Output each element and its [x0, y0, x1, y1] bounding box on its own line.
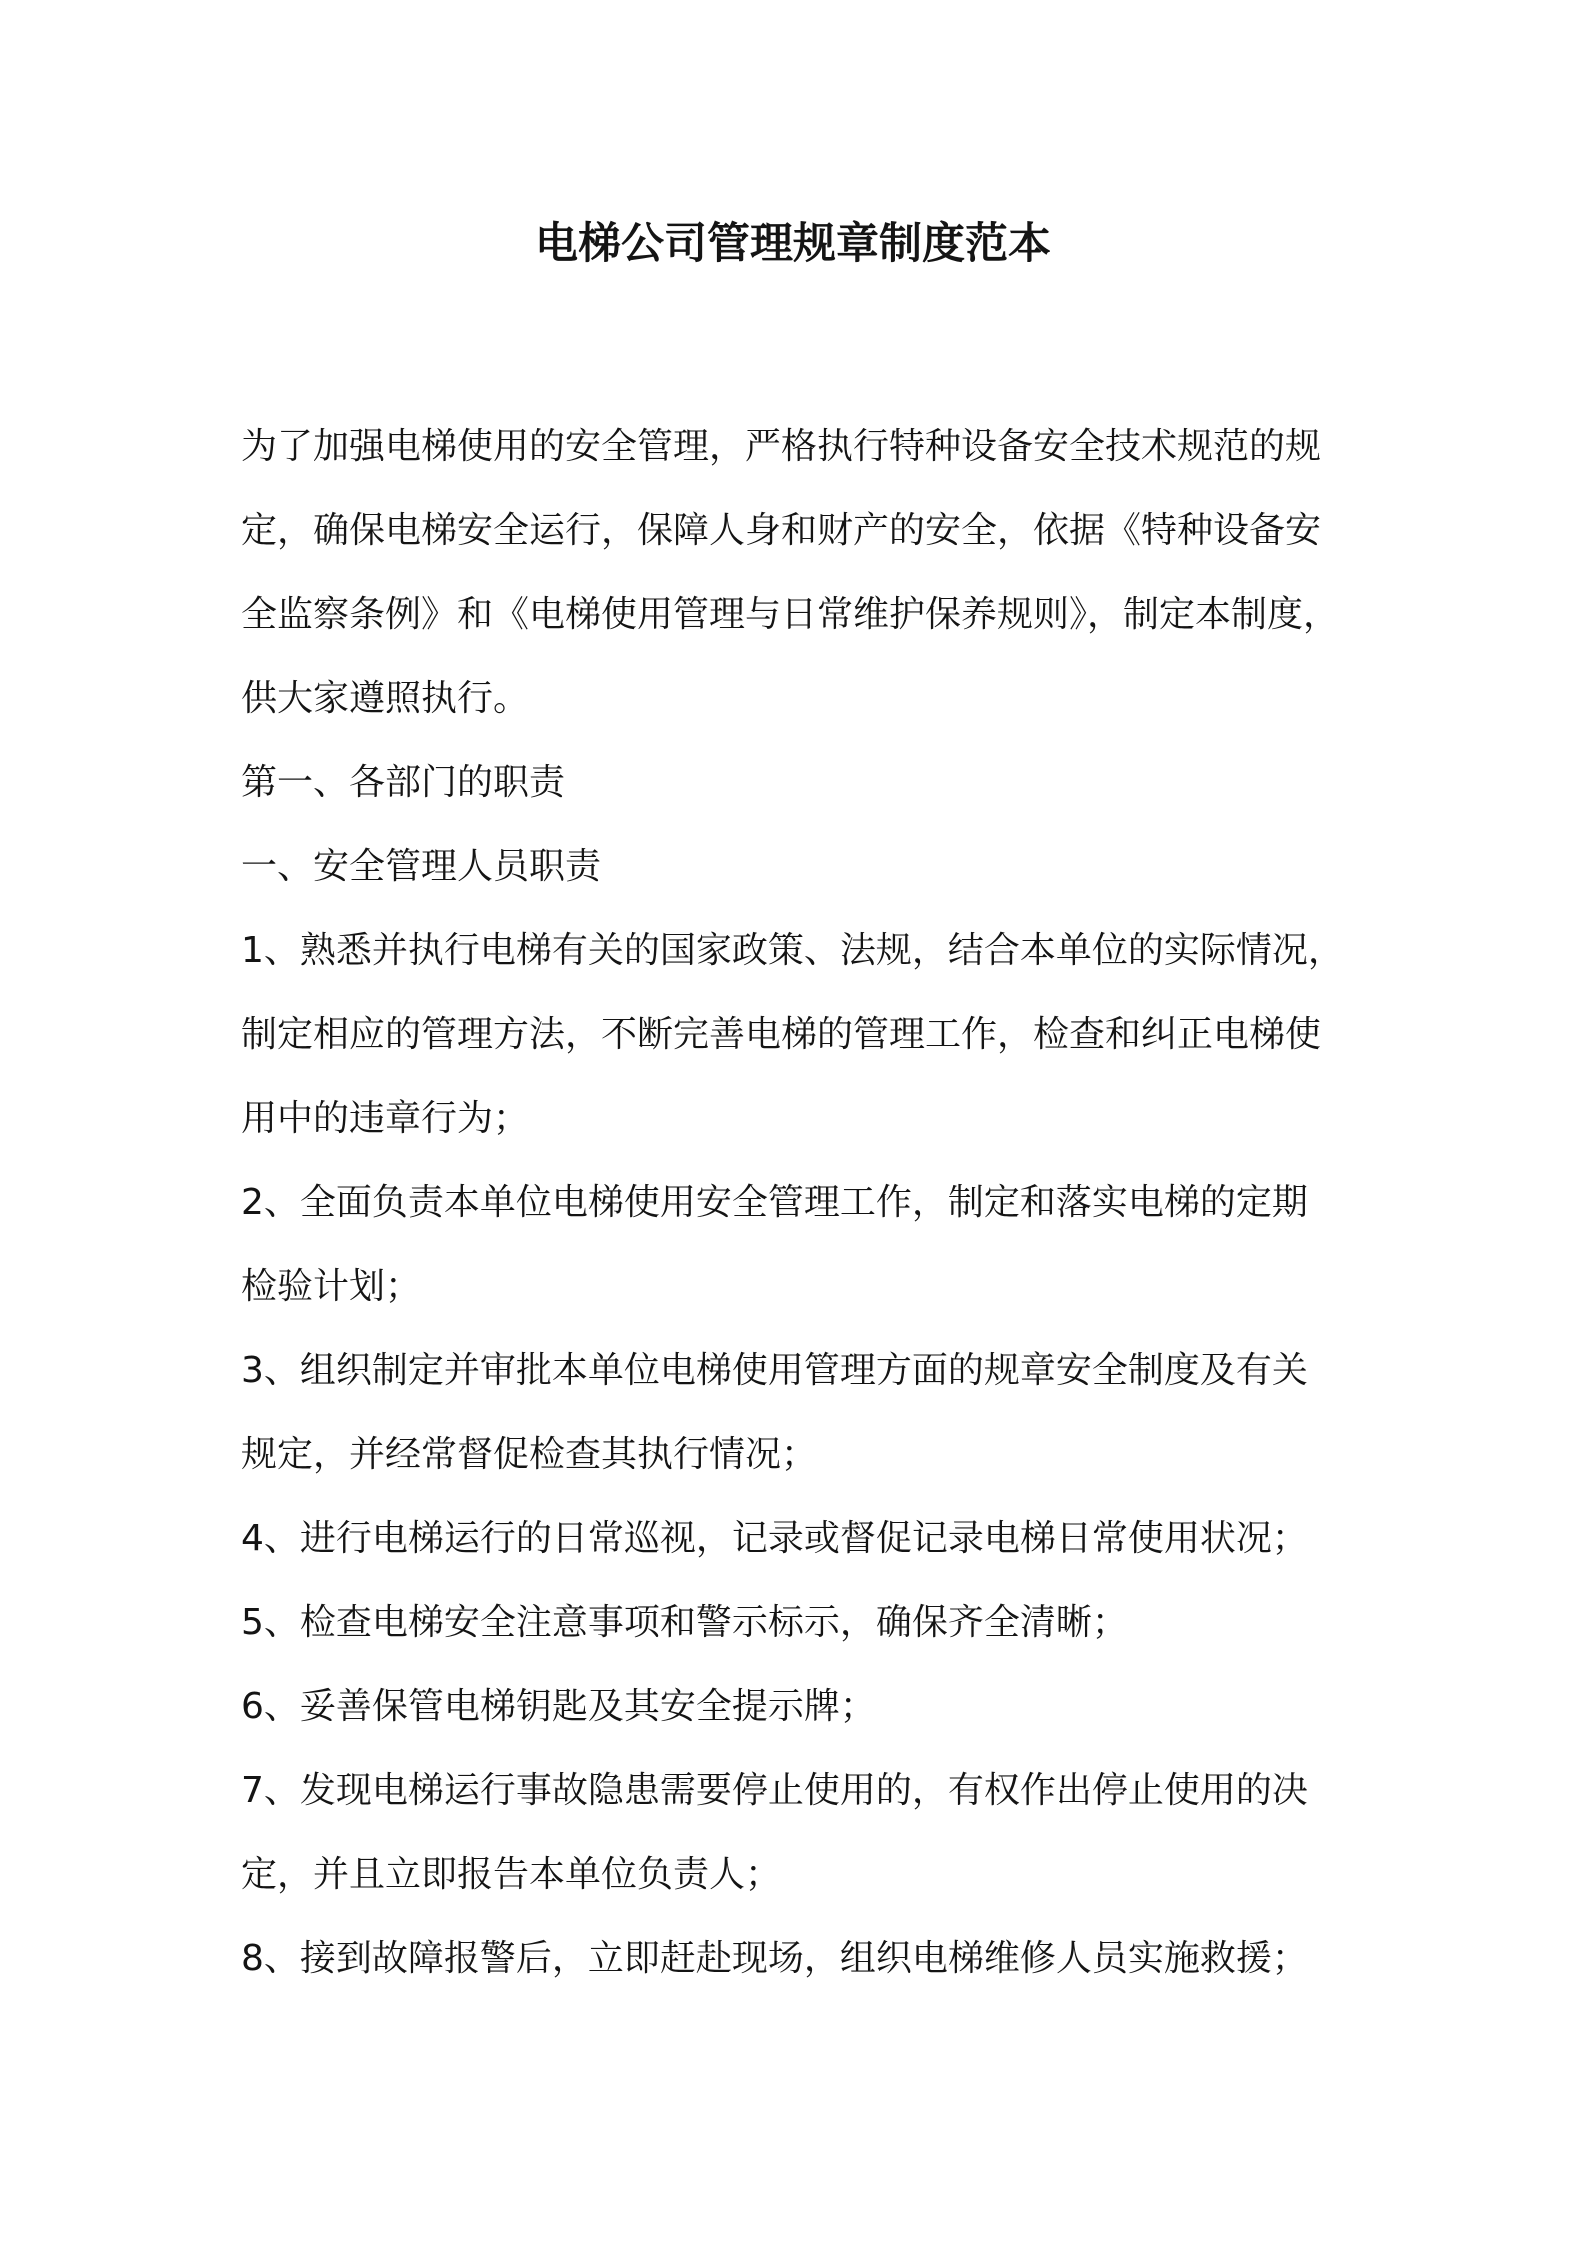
duty-item-line: 6、妥善保管电梯钥匙及其安全提示牌； — [241, 1686, 876, 1727]
duty-item-line: 用中的违章行为； — [241, 1098, 530, 1139]
document-title: 电梯公司管理规章制度范本 — [535, 219, 1051, 269]
duty-item-line: 7、发现电梯运行事故隐患需要停止使用的，有权作出停止使用的决 — [241, 1770, 1308, 1811]
subsection-heading-text: 一、安全管理人员职责 — [241, 846, 602, 887]
document-body — [241, 405, 1361, 2001]
duty-item-line: 4、进行电梯运行的日常巡视，记录或督促记录电梯日常使用状况； — [241, 1518, 1308, 1559]
duty-item-4 — [241, 1497, 1361, 1581]
duty-item-7 — [241, 1749, 1361, 1917]
duty-item-6 — [241, 1665, 1361, 1749]
duty-item-line: 8、接到故障报警后，立即赶赴现场，组织电梯维修人员实施救援； — [241, 1938, 1308, 1979]
duty-item-line: 检验计划； — [241, 1266, 422, 1307]
duty-item-line: 制定相应的管理方法，不断完善电梯的管理工作，检查和纠正电梯使 — [241, 1014, 1322, 1055]
duty-item-line: 5、检查电梯安全注意事项和警示标示，确保齐全清晰； — [241, 1602, 1128, 1643]
duty-item-line: 定，并且立即报告本单位负责人； — [241, 1854, 782, 1895]
duty-item-5 — [241, 1581, 1361, 1665]
duty-item-8 — [241, 1917, 1361, 2001]
section-heading-text: 第一、各部门的职责 — [241, 762, 566, 803]
duty-item-2 — [241, 1161, 1361, 1329]
intro-line: 供大家遵照执行。 — [241, 678, 530, 719]
intro-line: 定，确保电梯安全运行，保障人身和财产的安全，依据《特种设备安 — [241, 510, 1322, 551]
intro-line: 全监察条例》和《电梯使用管理与日常维护保养规则》，制定本制度， — [241, 594, 1340, 635]
duty-item-1 — [241, 909, 1361, 1161]
duty-item-line: 规定，并经常督促检查其执行情况； — [241, 1434, 818, 1475]
section-heading — [241, 741, 1361, 825]
duty-item-line: 1、熟悉并执行电梯有关的国家政策、法规，结合本单位的实际情况， — [241, 930, 1344, 971]
duty-item-line: 3、组织制定并审批本单位电梯使用管理方面的规章安全制度及有关 — [241, 1350, 1308, 1391]
duty-item-3 — [241, 1329, 1361, 1497]
duty-item-line: 2、全面负责本单位电梯使用安全管理工作，制定和落实电梯的定期 — [241, 1182, 1308, 1223]
intro-line: 为了加强电梯使用的安全管理，严格执行特种设备安全技术规范的规 — [241, 426, 1322, 467]
subsection-heading — [241, 825, 1361, 909]
intro-paragraph — [241, 405, 1361, 741]
